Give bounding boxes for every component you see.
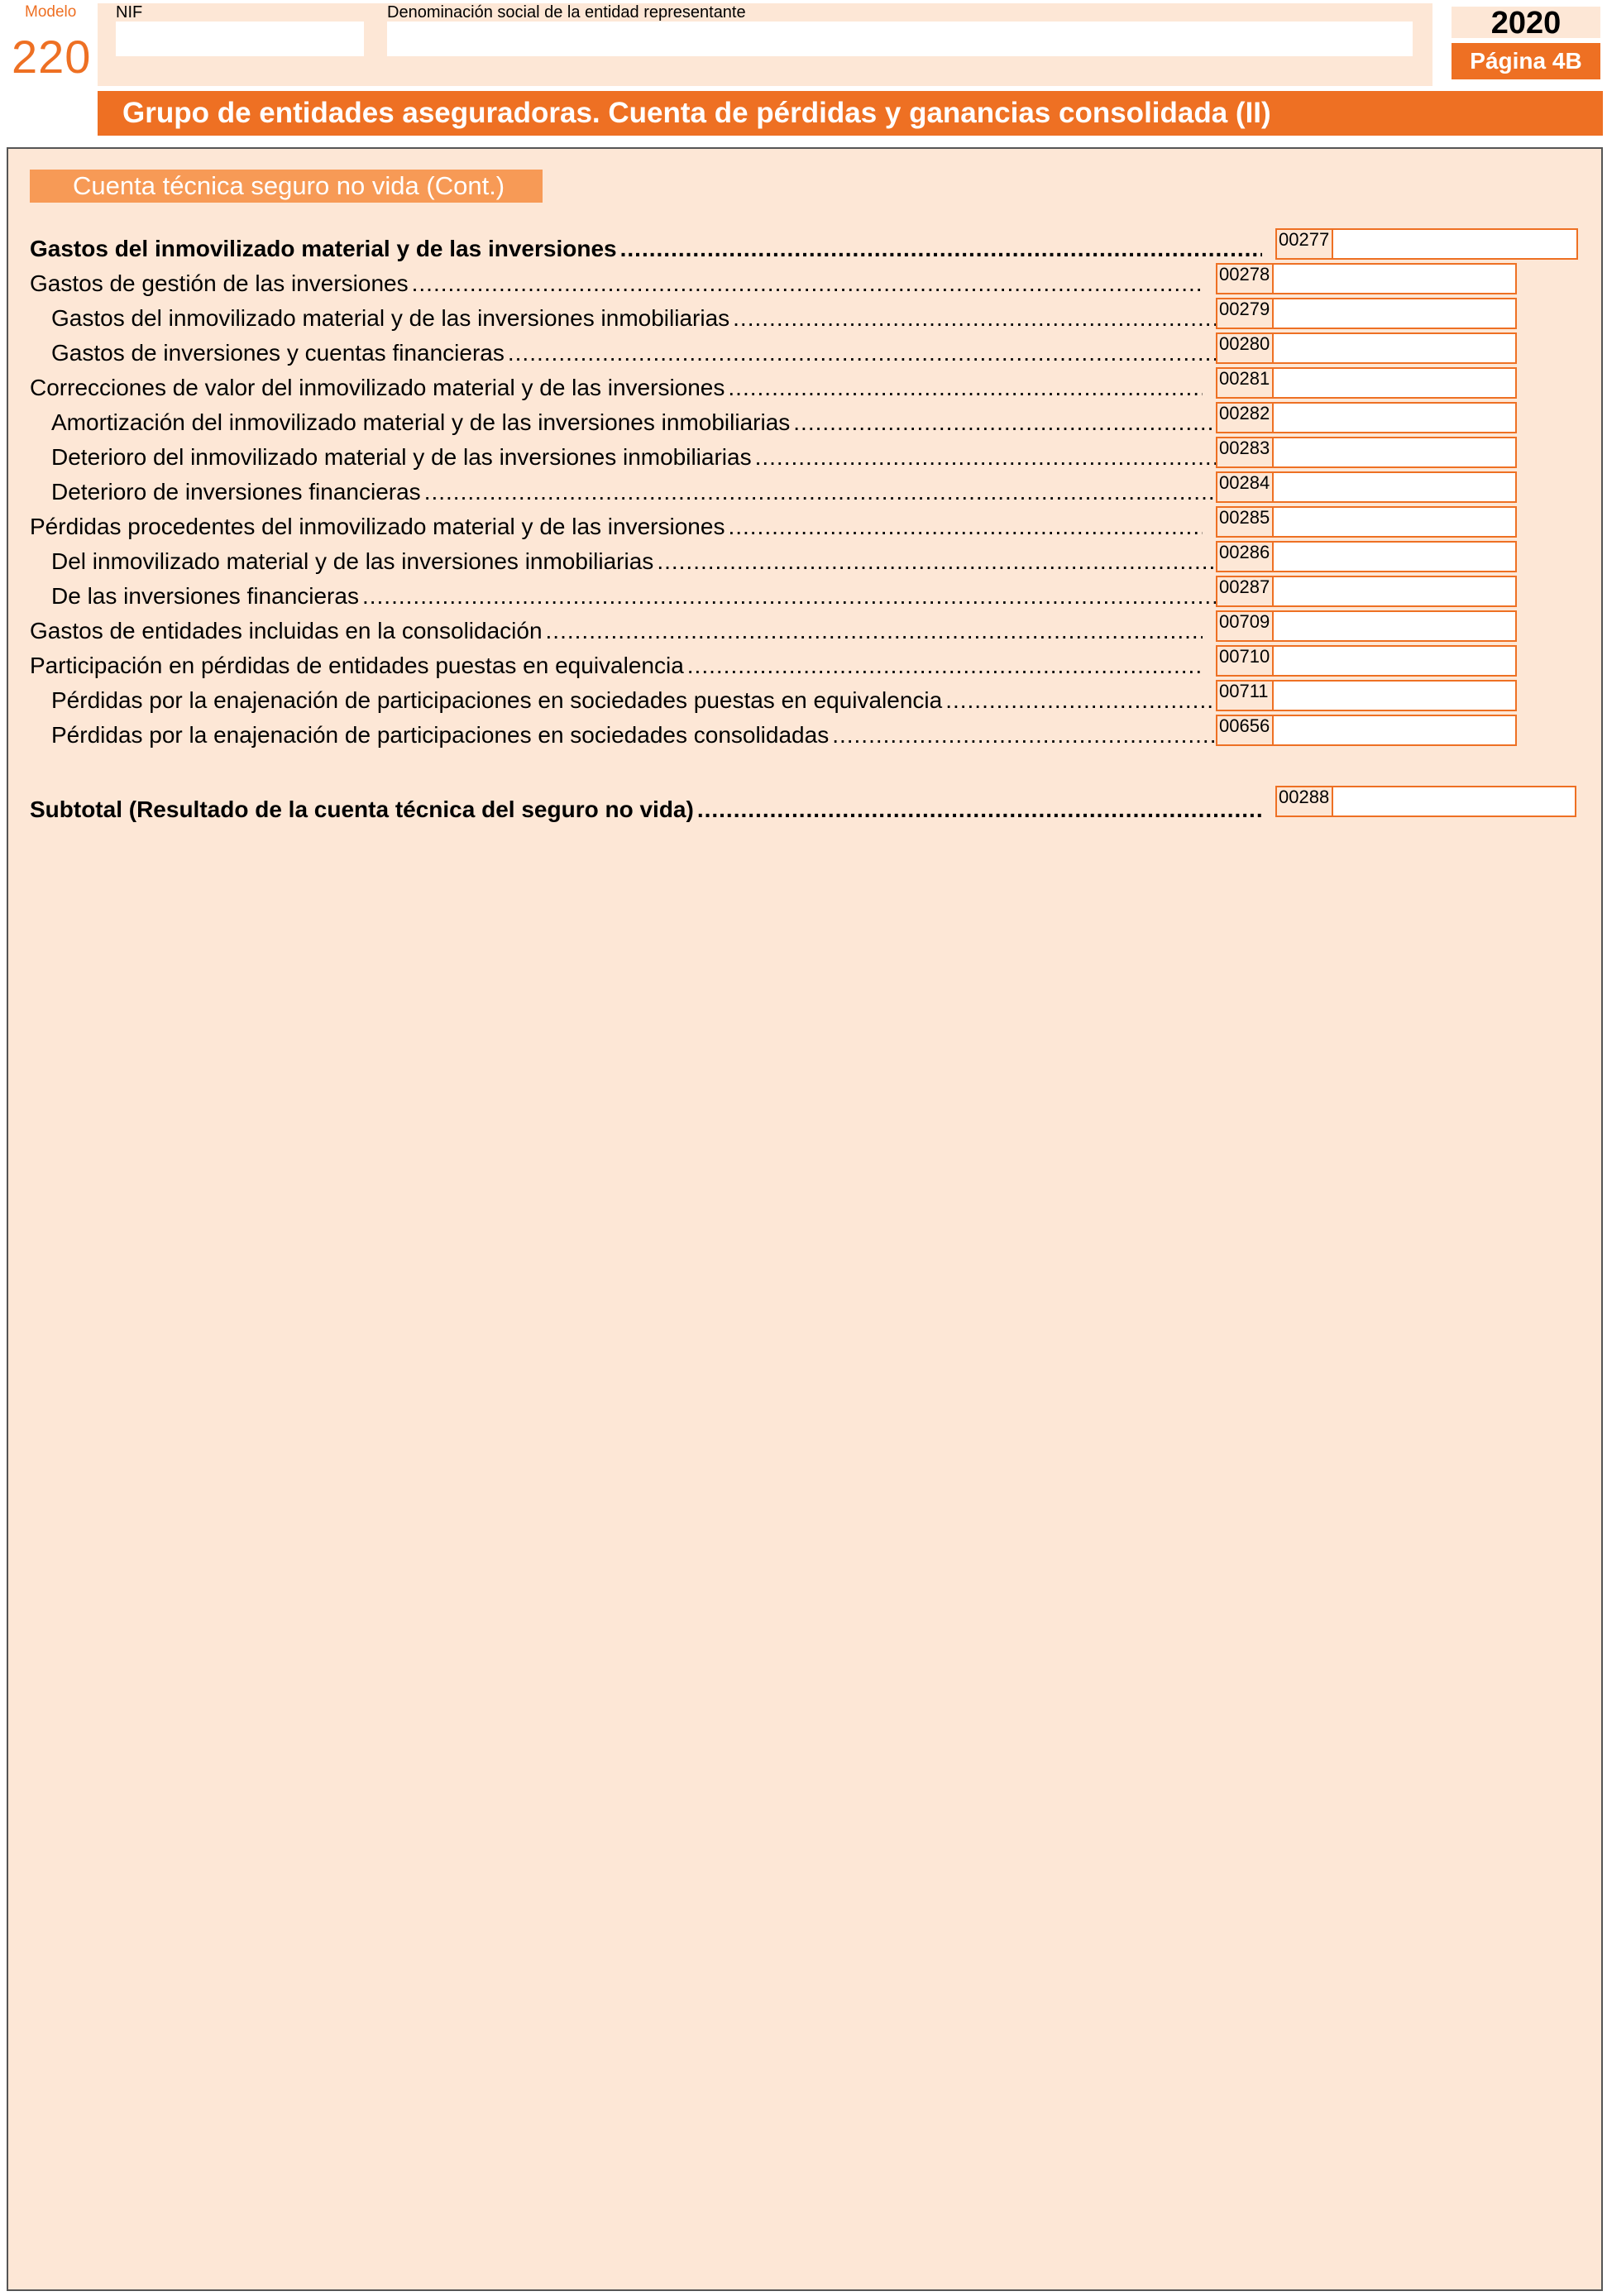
field-00285[interactable] — [1274, 506, 1517, 538]
leader-dots — [362, 581, 1224, 611]
row-label: Pérdidas por la enajenación de participaciones en sociedades consolidadas — [51, 722, 830, 748]
nif-label: NIF — [116, 3, 143, 22]
row-00709 — [30, 616, 1203, 646]
code-00278: 00278 — [1216, 263, 1274, 294]
row-label: Amortización del inmovilizado material y de las inversiones inmobiliarias — [51, 409, 791, 435]
row-label: Deterioro del inmovilizado material y de las inversiones inmobiliarias — [51, 444, 752, 470]
row-label: Participación en pérdidas de entidades puestas en equivalencia — [30, 653, 684, 678]
code-00281: 00281 — [1216, 367, 1274, 399]
leader-dots — [697, 795, 1262, 825]
field-00656[interactable] — [1274, 715, 1517, 746]
nif-field[interactable] — [116, 22, 364, 56]
field-00284[interactable] — [1274, 471, 1517, 503]
denominacion-label: Denominación social de la entidad representante — [387, 3, 746, 22]
row-label: Del inmovilizado material y de las inversiones inmobiliarias — [51, 548, 654, 574]
field-00288[interactable] — [1333, 786, 1576, 817]
row-00656 — [30, 720, 1224, 750]
code-00286: 00286 — [1216, 541, 1274, 572]
code-00711: 00711 — [1216, 680, 1274, 711]
modelo-number: 220 — [12, 31, 92, 83]
year-badge: 2020 — [1452, 7, 1600, 38]
code-00279: 00279 — [1216, 298, 1274, 329]
field-00711[interactable] — [1274, 680, 1517, 711]
code-00285: 00285 — [1216, 506, 1274, 538]
row-00283 — [30, 442, 1224, 472]
leader-dots — [620, 234, 1262, 264]
field-00287[interactable] — [1274, 576, 1517, 607]
row-label: Pérdidas procedentes del inmovilizado material y de las inversiones — [30, 514, 725, 539]
leader-dots — [412, 269, 1203, 299]
row-label: Correcciones de valor del inmovilizado material y de las inversiones — [30, 375, 725, 400]
field-00710[interactable] — [1274, 645, 1517, 677]
row-label: Deterioro de inversiones financieras — [51, 479, 421, 505]
leader-dots — [755, 442, 1224, 472]
row-label: Gastos del inmovilizado material y de las inversiones inmobiliarias — [51, 305, 730, 331]
leader-dots — [728, 512, 1203, 542]
row-00285 — [30, 512, 1203, 542]
leader-dots — [546, 616, 1203, 646]
field-00281[interactable] — [1274, 367, 1517, 399]
row-00711 — [30, 686, 1224, 715]
row-00286 — [30, 547, 1224, 576]
row-label: Gastos de entidades incluidas en la consolidación — [30, 618, 543, 643]
page-badge: Página 4B — [1452, 43, 1600, 79]
field-00280[interactable] — [1274, 332, 1517, 364]
leader-dots — [793, 408, 1224, 438]
row-00279 — [30, 304, 1224, 333]
row-label: Gastos de inversiones y cuentas financieras — [51, 340, 505, 366]
row-00277 — [30, 234, 1262, 264]
code-00710: 00710 — [1216, 645, 1274, 677]
section-title: Cuenta técnica seguro no vida (Cont.) — [30, 170, 543, 203]
row-label: Gastos de gestión de las inversiones — [30, 270, 409, 296]
row-label: De las inversiones financieras — [51, 583, 359, 609]
field-00277[interactable] — [1333, 228, 1578, 260]
row-00282 — [30, 408, 1224, 438]
form-title: Grupo de entidades aseguradoras. Cuenta de pérdidas y ganancias consolidada (II) — [98, 91, 1603, 136]
row-00281 — [30, 373, 1203, 403]
leader-dots — [687, 651, 1203, 681]
code-00287: 00287 — [1216, 576, 1274, 607]
field-00279[interactable] — [1274, 298, 1517, 329]
code-00709: 00709 — [1216, 610, 1274, 642]
row-00288 — [30, 795, 1262, 825]
code-00277: 00277 — [1275, 228, 1333, 260]
leader-dots — [728, 373, 1203, 403]
row-label: Pérdidas por la enajenación de participaciones en sociedades puestas en equivalencia — [51, 687, 943, 713]
row-label: Gastos del inmovilizado material y de las inversiones — [30, 236, 617, 261]
row-00284 — [30, 477, 1224, 507]
leader-dots — [508, 338, 1224, 368]
row-00287 — [30, 581, 1224, 611]
leader-dots — [657, 547, 1224, 576]
row-label: Subtotal (Resultado de la cuenta técnica del seguro no vida) — [30, 796, 694, 822]
code-00288: 00288 — [1275, 786, 1333, 817]
field-00282[interactable] — [1274, 402, 1517, 433]
field-00283[interactable] — [1274, 437, 1517, 468]
row-00280 — [30, 338, 1224, 368]
code-00283: 00283 — [1216, 437, 1274, 468]
leader-dots — [424, 477, 1224, 507]
code-00282: 00282 — [1216, 402, 1274, 433]
field-00278[interactable] — [1274, 263, 1517, 294]
field-00709[interactable] — [1274, 610, 1517, 642]
leader-dots — [832, 720, 1224, 750]
modelo-label: Modelo — [25, 3, 77, 21]
denominacion-field[interactable] — [387, 22, 1413, 56]
code-00656: 00656 — [1216, 715, 1274, 746]
row-00710 — [30, 651, 1203, 681]
field-00286[interactable] — [1274, 541, 1517, 572]
code-00280: 00280 — [1216, 332, 1274, 364]
leader-dots — [733, 304, 1224, 333]
code-00284: 00284 — [1216, 471, 1274, 503]
row-00278 — [30, 269, 1203, 299]
leader-dots — [945, 686, 1224, 715]
